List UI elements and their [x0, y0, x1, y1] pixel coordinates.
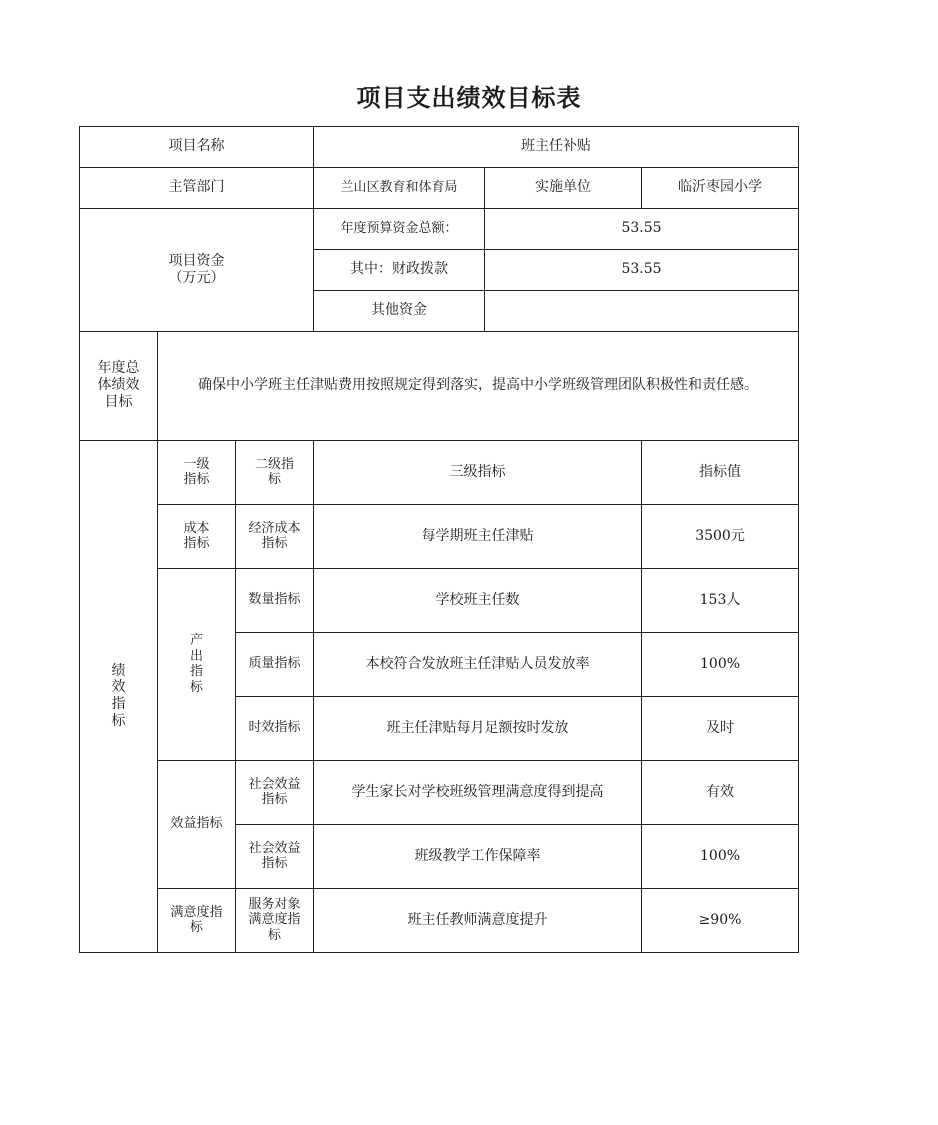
page-title: 项目支出绩效目标表 [356, 83, 582, 112]
fiscal-funds-label: 其中：财政拨款 [314, 250, 485, 291]
impl-unit-label: 实施单位 [485, 168, 642, 209]
row-level3: 学生家长对学校班级管理满意度得到提高 [314, 761, 642, 825]
row-level2 [236, 889, 314, 953]
row-level1-text: 满意度指标 [170, 904, 223, 936]
fiscal-funds-value: 53.55 [485, 250, 799, 291]
row-value: 3500元 [642, 505, 799, 569]
row-level3: 班主任津贴每月足额按时发放 [314, 697, 642, 761]
annual-goal-label [80, 332, 158, 441]
row-value: 100% [642, 633, 799, 697]
row-level3: 本校符合发放班主任津贴人员发放率 [314, 633, 642, 697]
row-level1-benefit: 效益指标 [158, 761, 236, 889]
row-level2-text: 社会效益指标 [248, 776, 301, 808]
row-level2-text: 服务对象满意度指标 [248, 896, 301, 943]
row-level3: 班级教学工作保障率 [314, 825, 642, 889]
impl-unit-value: 临沂枣园小学 [642, 168, 799, 209]
row-level2-text: 经济成本指标 [248, 520, 301, 552]
row-level1 [158, 889, 236, 953]
project-name-label: 项目名称 [80, 127, 314, 168]
row-level3: 每学期班主任津贴 [314, 505, 642, 569]
perf-indicator-label-text: 绩效指标 [111, 662, 126, 729]
row-level2: 数量指标 [236, 569, 314, 633]
header-level1 [158, 441, 236, 505]
perf-indicator-label [80, 441, 158, 953]
other-funds-label: 其他资金 [314, 291, 485, 332]
header-level3: 三级指标 [314, 441, 642, 505]
row-value: 有效 [642, 761, 799, 825]
header-level2 [236, 441, 314, 505]
annual-goal-label-text: 年度总体绩效目标 [97, 360, 140, 411]
row-level1-text: 成本指标 [183, 520, 210, 552]
project-name-value: 班主任补贴 [314, 127, 799, 168]
header-value: 指标值 [642, 441, 799, 505]
row-level1-output [158, 569, 236, 761]
annual-budget-label: 年度预算资金总额： [314, 209, 485, 250]
row-level2: 时效指标 [236, 697, 314, 761]
other-funds-value [485, 291, 799, 332]
row-value: 及时 [642, 697, 799, 761]
row-level2: 质量指标 [236, 633, 314, 697]
header-level1-text: 一级指标 [183, 456, 210, 488]
row-level3: 学校班主任数 [314, 569, 642, 633]
row-level2 [236, 505, 314, 569]
annual-budget-value: 53.55 [485, 209, 799, 250]
row-level2 [236, 825, 314, 889]
funds-label [80, 209, 314, 332]
header-level2-text: 二级指标 [254, 456, 294, 488]
row-level1 [158, 505, 236, 569]
annual-goal-text: 确保中小学班主任津贴费用按照规定得到落实，提高中小学班级管理团队积极性和责任感。 [158, 332, 799, 441]
row-value: 153人 [642, 569, 799, 633]
dept-label: 主管部门 [80, 168, 314, 209]
row-value: 100% [642, 825, 799, 889]
funds-label-line1: 项目资金 [168, 252, 225, 269]
row-level3: 班主任教师满意度提升 [314, 889, 642, 953]
row-level1-output-text: 产出指标 [189, 632, 203, 695]
row-level2-text: 社会效益指标 [248, 840, 301, 872]
dept-value: 兰山区教育和体育局 [314, 168, 485, 209]
row-level2 [236, 761, 314, 825]
row-value: ≥90% [642, 889, 799, 953]
performance-target-table [79, 126, 799, 953]
funds-label-line2: （万元） [168, 270, 225, 286]
